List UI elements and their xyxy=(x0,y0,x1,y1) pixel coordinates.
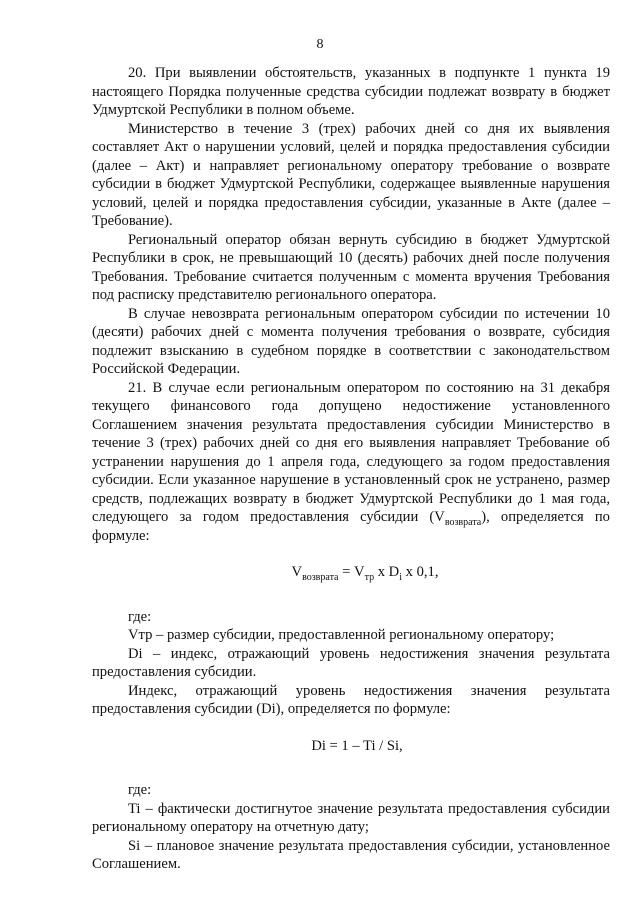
paragraph-21 xyxy=(92,379,610,546)
definition-si: Si – плановое значение результата предоставления субсидии, установленное Соглашением. xyxy=(92,837,610,872)
paragraph-21-text: 21. В случае если региональным оператором по состоянию на 31 декабря текущего финансового года допущено недостижение установленного Соглашением значения результата предоставления субсидии Министерство в течение 3 (трех) рабочих дней со дня его выявления направляет Требование об устранении нарушения до 1 апреля года, следующего за годом предоставления субсидии. Если указанное нарушение в установленный срок не устранено, размер средств, подлежащих возврату в бюджет Удмуртской Республики до 1 мая года, следующего за годом предоставления субсидии (V xyxy=(92,379,610,525)
where-label-1: где: xyxy=(128,608,152,625)
formula-refund-amount: $V_{возврата} = V_{тр}$ x $D_i$ x 0,1, xyxy=(291,564,439,583)
paragraph-21-tail: ), определяется по формуле: xyxy=(92,509,610,544)
paragraph-ministry-act: Министерство в течение 3 (трех) рабочих дней со дня их выявления составляет Акт о нарушении условий, целей и порядка предоставления субсидии (далее – Акт) и направляет региональному оператору требование о возврате субсидии в бюджет Удмуртской Республики, содержащее выявленные нарушения условий, целей и порядка предоставления субсидии, указанные в Акте (далее – Требование). xyxy=(92,120,610,229)
definition-di: Di – индекс, отражающий уровень недостижения значения результата предоставления субсидии. xyxy=(92,645,610,680)
document-body xyxy=(92,64,610,874)
definition-vtr: Vтр – размер субсидии, предоставленной региональному оператору; xyxy=(128,627,555,643)
paragraph-court-recovery: В случае невозврата региональным оператором субсидии по истечении 10 (десяти) рабочих дней с момента получения требования о возврате, субсидия подлежит взысканию в судебном порядке в соответствии с законодательством Российской Федерации. xyxy=(92,305,610,377)
where-label-2: где: xyxy=(128,782,152,798)
paragraph-index: Индекс, отражающий уровень недостижения значения результата предоставления субсидии (Di), определяется по формуле: xyxy=(92,682,610,717)
formula-index: Di = 1 – Ti / Si, xyxy=(311,737,403,754)
paragraph-21-subscript: возврата xyxy=(444,516,482,528)
paragraph-20: 20. При выявлении обстоятельств, указанных в подпункте 1 пункта 19 настоящего Порядка полученные средства субсидии подлежат возврату в бюджет Удмуртской Республики в полном объеме. xyxy=(92,65,610,118)
definition-ti: Ti – фактически достигнутое значение результата предоставления субсидии региональному оператору на отчетную дату; xyxy=(92,800,610,835)
page-number: 8 xyxy=(316,37,324,52)
paragraph-operator-obligation: Региональный оператор обязан вернуть субсидию в бюджет Удмуртской Республики в срок, не превышающий 10 (десять) рабочих дней после получения Требования. Требование считается полученным с момента вручения Требования под расписку представителю регионального оператора. xyxy=(92,231,610,303)
